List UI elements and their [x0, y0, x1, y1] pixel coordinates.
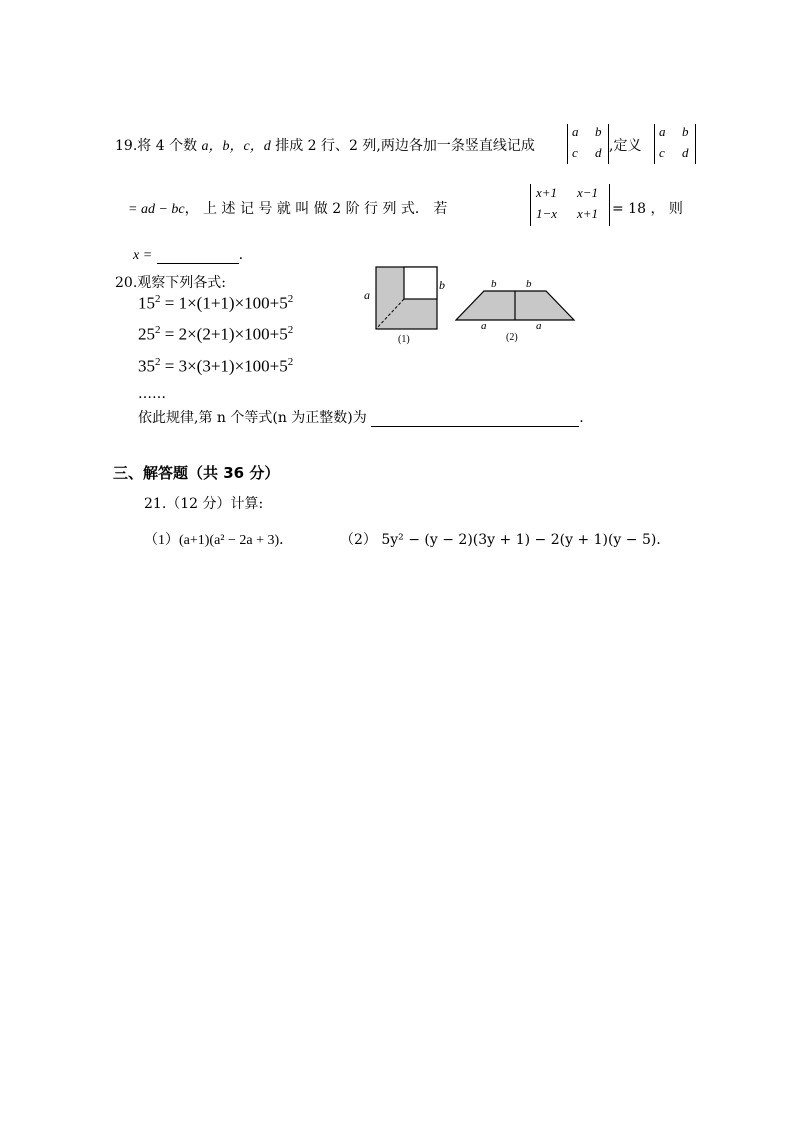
- fig2-caption: (2): [506, 332, 518, 343]
- q19-text3: ,定义: [609, 138, 642, 154]
- det3-b: x−1: [577, 185, 599, 200]
- q19-line1: [115, 135, 535, 155]
- det3-d: x+1: [577, 206, 599, 221]
- q19-determinant-3: [530, 184, 610, 226]
- q21-part1: （1）(a+1)(a² − 2a + 3)．: [144, 533, 294, 548]
- det2-b: b: [682, 124, 689, 139]
- q20-ellipsis: ……: [138, 386, 166, 402]
- q19-text2: 排成 2 行、2 列,两边各加一条竖直线记成: [275, 138, 535, 154]
- q20-title: 观察下列各式:: [137, 275, 226, 291]
- figure-2-trapezoid: [456, 291, 574, 320]
- q20-rule-line: [138, 407, 584, 427]
- figure-1-square: [376, 267, 437, 329]
- det2-d: d: [682, 145, 689, 160]
- fig1-caption: (1): [398, 334, 410, 345]
- det1-a: a: [572, 124, 579, 139]
- section3-title: 三、解答题（共 36 分）: [113, 464, 280, 482]
- q19-determinant-1: [567, 124, 609, 164]
- q20-period: .: [579, 410, 584, 426]
- q19-line2-text: ， 上 述 记 号 就 叫 做 2 阶 行 列 式． 若: [184, 201, 448, 217]
- det2-a: a: [659, 124, 666, 139]
- q19-period: .: [238, 247, 244, 263]
- det2-c: c: [659, 145, 665, 160]
- det3-c: 1−x: [536, 206, 558, 221]
- det3-a: x+1: [536, 185, 558, 200]
- q20-heading: [115, 272, 226, 292]
- q21-heading: 21.（12 分）计算:: [144, 496, 264, 512]
- q20-rule-text: 依此规律,第 n 个等式(n 为正整数)为: [138, 410, 367, 426]
- fig2-label-a1: a: [481, 320, 487, 332]
- det1-c: c: [572, 145, 578, 160]
- q19-number: 19.: [115, 138, 138, 154]
- fig2-label-a2: a: [536, 320, 542, 332]
- q19-line2: [128, 198, 447, 218]
- q20-equation-2: $25^2 = 2\times(2+1)\times 100+5^2$: [138, 324, 294, 344]
- fig2-label-b2: b: [526, 278, 532, 290]
- q20-equation-3: $35^2 = 3\times(3+1)\times 100+5^2$: [138, 356, 294, 376]
- q19-vars: a，b，c，d: [201, 139, 271, 154]
- q20-figures: [360, 262, 590, 352]
- det1-b: b: [595, 124, 602, 139]
- q20-number: 20.: [115, 275, 138, 291]
- fig1-label-a: a: [364, 288, 370, 302]
- q20-answer-blank[interactable]: [371, 412, 579, 427]
- q19-line3: [133, 247, 243, 264]
- q21-part2: （2） 5y² − (y − 2)(3y + 1) − 2(y + 1)(y − 5)．: [340, 532, 671, 548]
- q19-line2-end: = 18 ， 则: [612, 201, 683, 217]
- q19-text1: 将 4 个数: [137, 138, 198, 154]
- q19-definition: = ad − bc: [128, 202, 185, 217]
- fig1-label-b: b: [439, 278, 445, 292]
- fig2-label-b1: b: [491, 278, 497, 290]
- det1-d: d: [595, 145, 602, 160]
- q19-determinant-2: [654, 124, 696, 164]
- q19-answer-blank[interactable]: [157, 249, 239, 264]
- q20-equation-1: $15^2 = 1\times(1+1)\times 100+5^2$: [138, 293, 294, 313]
- q19-x-equals: x =: [133, 248, 153, 263]
